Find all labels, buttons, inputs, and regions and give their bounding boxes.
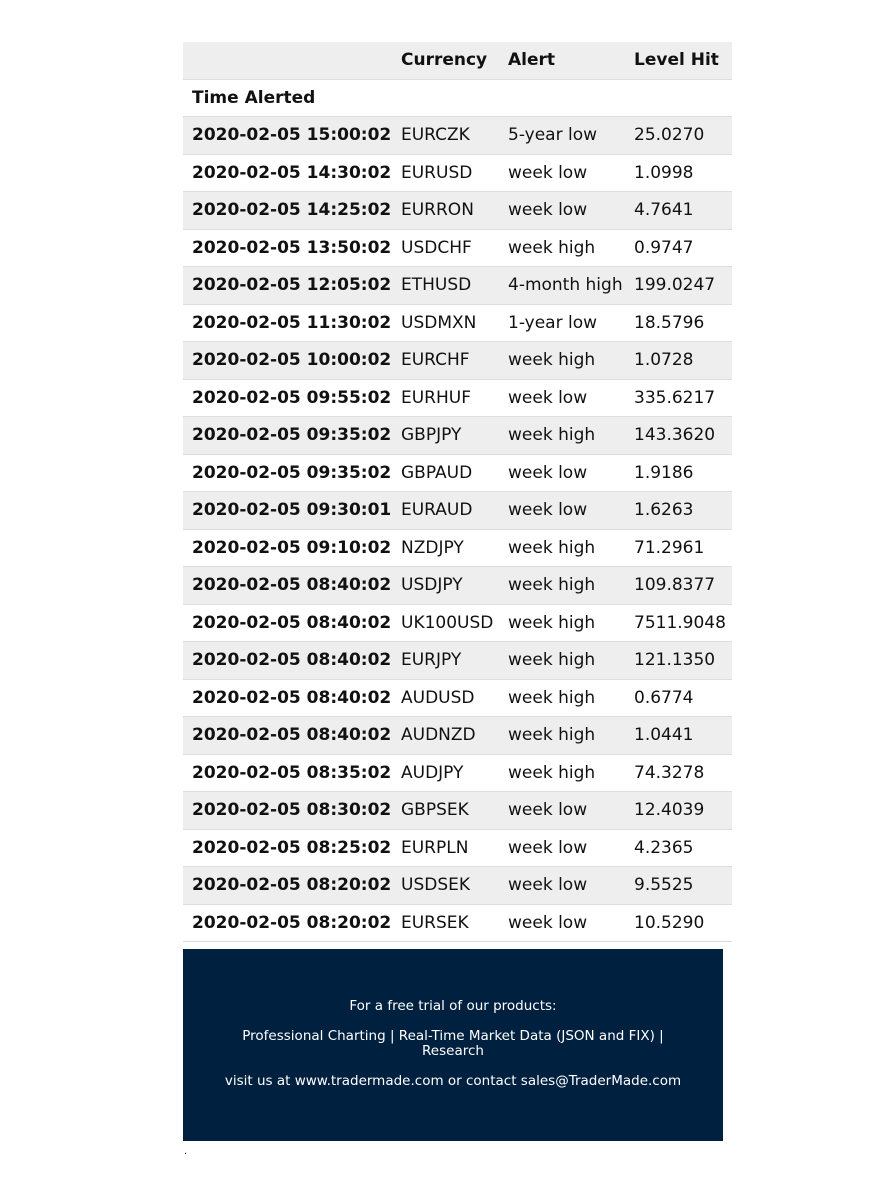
cell-time-alerted: 2020-02-05 08:25:02 xyxy=(183,829,392,867)
cell-time-alerted: 2020-02-05 08:30:02 xyxy=(183,792,392,830)
table-row xyxy=(183,154,732,192)
index-header-empty xyxy=(625,79,732,117)
cell-currency: USDJPY xyxy=(392,567,499,605)
alerts-table-container xyxy=(183,42,732,942)
banner-products-text: Professional Charting | Real-Time Market Data (JSON and FIX) | Research xyxy=(242,1028,664,1059)
cell-level-hit: 4.2365 xyxy=(625,829,732,867)
cell-currency: EURJPY xyxy=(392,642,499,680)
cell-currency: UK100USD xyxy=(392,604,499,642)
cell-level-hit: 0.9747 xyxy=(625,229,732,267)
cell-currency: EURCHF xyxy=(392,342,499,380)
cell-level-hit: 199.0247 xyxy=(625,267,732,305)
cell-time-alerted: 2020-02-05 08:40:02 xyxy=(183,567,392,605)
cell-alert: week low xyxy=(499,379,625,417)
table-row xyxy=(183,342,732,380)
cell-time-alerted: 2020-02-05 08:40:02 xyxy=(183,717,392,755)
cell-currency: NZDJPY xyxy=(392,529,499,567)
cell-currency: AUDNZD xyxy=(392,717,499,755)
column-header-blank xyxy=(183,42,392,79)
cell-time-alerted: 2020-02-05 09:10:02 xyxy=(183,529,392,567)
cell-level-hit: 143.3620 xyxy=(625,417,732,455)
cell-alert: week low xyxy=(499,492,625,530)
cell-level-hit: 10.5290 xyxy=(625,904,732,942)
cell-alert: week high xyxy=(499,417,625,455)
cell-alert: week high xyxy=(499,679,625,717)
cell-time-alerted: 2020-02-05 11:30:02 xyxy=(183,304,392,342)
cell-time-alerted: 2020-02-05 13:50:02 xyxy=(183,229,392,267)
cell-level-hit: 25.0270 xyxy=(625,117,732,155)
cell-alert: week low xyxy=(499,154,625,192)
table-row xyxy=(183,679,732,717)
column-header-level-hit: Level Hit xyxy=(625,42,732,79)
table-row xyxy=(183,829,732,867)
cell-time-alerted: 2020-02-05 14:30:02 xyxy=(183,154,392,192)
table-row xyxy=(183,229,732,267)
cell-currency: EURRON xyxy=(392,192,499,230)
cell-currency: EURPLN xyxy=(392,829,499,867)
cell-alert: week low xyxy=(499,454,625,492)
cell-level-hit: 9.5525 xyxy=(625,867,732,905)
cell-level-hit: 335.6217 xyxy=(625,379,732,417)
cell-alert: 4-month high xyxy=(499,267,625,305)
cell-time-alerted: 2020-02-05 14:25:02 xyxy=(183,192,392,230)
cell-currency: USDSEK xyxy=(392,867,499,905)
cell-currency: ETHUSD xyxy=(392,267,499,305)
cell-currency: GBPSEK xyxy=(392,792,499,830)
table-row xyxy=(183,192,732,230)
cell-level-hit: 7511.9048 xyxy=(625,604,732,642)
table-row xyxy=(183,417,732,455)
cell-alert: week low xyxy=(499,904,625,942)
table-row xyxy=(183,492,732,530)
cell-alert: week high xyxy=(499,229,625,267)
cell-alert: 5-year low xyxy=(499,117,625,155)
cell-alert: week low xyxy=(499,792,625,830)
index-header-empty xyxy=(392,79,499,117)
cell-level-hit: 1.6263 xyxy=(625,492,732,530)
cell-level-hit: 1.0728 xyxy=(625,342,732,380)
alerts-table xyxy=(183,42,732,942)
cell-currency: EURAUD xyxy=(392,492,499,530)
cell-level-hit: 1.9186 xyxy=(625,454,732,492)
cell-alert: week high xyxy=(499,604,625,642)
cell-alert: week high xyxy=(499,642,625,680)
index-header-row xyxy=(183,79,732,117)
cell-level-hit: 1.0441 xyxy=(625,717,732,755)
column-header-currency: Currency xyxy=(392,42,499,79)
cell-time-alerted: 2020-02-05 15:00:02 xyxy=(183,117,392,155)
cell-level-hit: 1.0998 xyxy=(625,154,732,192)
cell-currency: USDMXN xyxy=(392,304,499,342)
column-header-alert: Alert xyxy=(499,42,625,79)
cell-time-alerted: 2020-02-05 08:40:02 xyxy=(183,642,392,680)
table-row xyxy=(183,567,732,605)
cell-alert: 1-year low xyxy=(499,304,625,342)
banner-trial-text: For a free trial of our products: xyxy=(349,998,557,1014)
footer-mark: . xyxy=(184,1146,188,1157)
cell-currency: AUDJPY xyxy=(392,754,499,792)
cell-alert: week high xyxy=(499,342,625,380)
cell-alert: week high xyxy=(499,754,625,792)
cell-time-alerted: 2020-02-05 12:05:02 xyxy=(183,267,392,305)
cell-currency: EURUSD xyxy=(392,154,499,192)
banner-contact-text: visit us at www.tradermade.com or contact sales@TraderMade.com xyxy=(224,1073,682,1089)
table-row xyxy=(183,717,732,755)
table-row xyxy=(183,117,732,155)
cell-level-hit: 12.4039 xyxy=(625,792,732,830)
cell-time-alerted: 2020-02-05 08:40:02 xyxy=(183,604,392,642)
cell-alert: week high xyxy=(499,529,625,567)
cell-time-alerted: 2020-02-05 08:20:02 xyxy=(183,904,392,942)
cell-alert: week low xyxy=(499,192,625,230)
cell-currency: AUDUSD xyxy=(392,679,499,717)
cell-level-hit: 109.8377 xyxy=(625,567,732,605)
cell-level-hit: 74.3278 xyxy=(625,754,732,792)
table-row xyxy=(183,529,732,567)
cell-currency: EURCZK xyxy=(392,117,499,155)
table-row xyxy=(183,642,732,680)
cell-time-alerted: 2020-02-05 09:55:02 xyxy=(183,379,392,417)
cell-time-alerted: 2020-02-05 09:35:02 xyxy=(183,417,392,455)
table-row xyxy=(183,904,732,942)
cell-level-hit: 121.1350 xyxy=(625,642,732,680)
cell-alert: week low xyxy=(499,829,625,867)
table-row xyxy=(183,267,732,305)
table-row xyxy=(183,792,732,830)
cell-time-alerted: 2020-02-05 08:40:02 xyxy=(183,679,392,717)
alerts-table-body xyxy=(183,117,732,942)
cell-level-hit: 0.6774 xyxy=(625,679,732,717)
table-row xyxy=(183,454,732,492)
table-row xyxy=(183,304,732,342)
cell-currency: EURSEK xyxy=(392,904,499,942)
promo-banner xyxy=(183,949,723,1141)
cell-time-alerted: 2020-02-05 09:30:01 xyxy=(183,492,392,530)
table-row xyxy=(183,379,732,417)
cell-level-hit: 4.7641 xyxy=(625,192,732,230)
cell-time-alerted: 2020-02-05 10:00:02 xyxy=(183,342,392,380)
column-header-row xyxy=(183,42,732,79)
cell-currency: EURHUF xyxy=(392,379,499,417)
table-row xyxy=(183,754,732,792)
cell-time-alerted: 2020-02-05 08:20:02 xyxy=(183,867,392,905)
cell-time-alerted: 2020-02-05 09:35:02 xyxy=(183,454,392,492)
index-header-empty xyxy=(499,79,625,117)
cell-currency: GBPAUD xyxy=(392,454,499,492)
cell-level-hit: 71.2961 xyxy=(625,529,732,567)
table-row xyxy=(183,604,732,642)
cell-alert: week high xyxy=(499,717,625,755)
cell-currency: USDCHF xyxy=(392,229,499,267)
cell-alert: week low xyxy=(499,867,625,905)
cell-time-alerted: 2020-02-05 08:35:02 xyxy=(183,754,392,792)
table-row xyxy=(183,867,732,905)
index-header-time-alerted: Time Alerted xyxy=(183,79,392,117)
cell-currency: GBPJPY xyxy=(392,417,499,455)
cell-alert: week high xyxy=(499,567,625,605)
cell-level-hit: 18.5796 xyxy=(625,304,732,342)
